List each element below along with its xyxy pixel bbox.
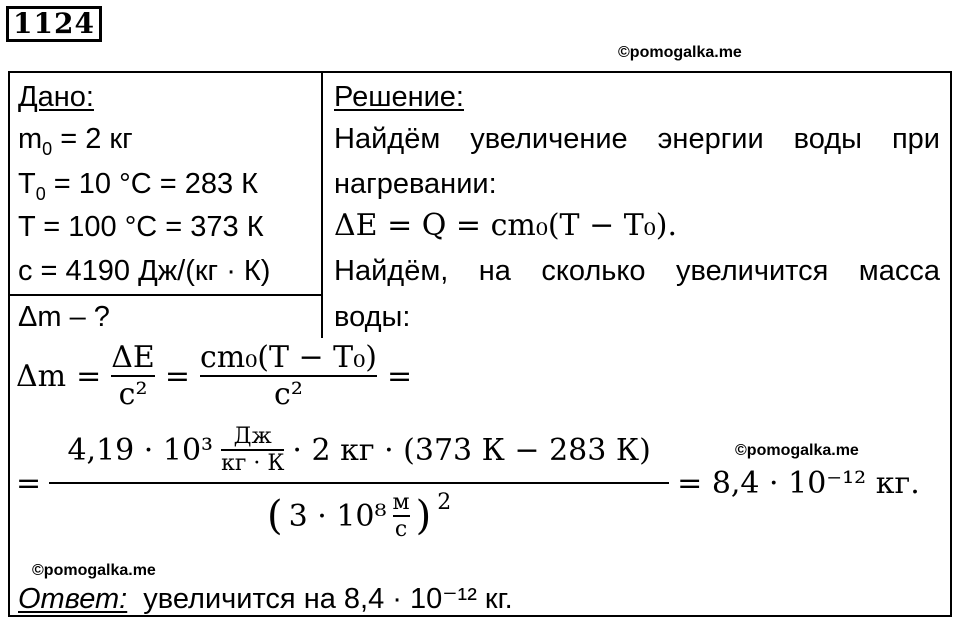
equation-energy: ΔE = Q = cm₀(T − T₀). <box>334 208 678 243</box>
delta-m-symbol: Δm <box>16 358 67 394</box>
solution-p1-line2: нагревании: <box>334 168 497 200</box>
solution-p2-line2: воды: <box>334 301 411 333</box>
solution-p1-line1: Найдём увеличение энергии воды при <box>334 123 940 155</box>
watermark-bottom: ©pomogalka.me <box>32 562 156 579</box>
result: = 8,4 · 10⁻¹² кг. <box>677 465 920 501</box>
find-line: Δm – ? <box>18 301 110 333</box>
watermark-middle: ©pomogalka.me <box>735 442 859 459</box>
answer-text: увеличится на 8,4 · 10⁻¹² кг. <box>143 583 513 615</box>
fraction-numeric <box>49 424 669 542</box>
formula-line-2: = 4,19 · 10³ $\frac{Дж}{кг \cdot К}$ · 2 кг · (373 К − 283 К) ( 3 · 10⁸ $\frac{м}{с}$ ) $^2$ = 8,4 · 10⁻¹² кг. <box>16 424 920 542</box>
unit-j-per-kgk: $\frac{Дж}{кг \cdot К}$ <box>221 424 285 476</box>
problem-number: 1124 <box>6 6 102 42</box>
answer-line <box>18 578 513 621</box>
given-line-t0: $T_0 = 10$ °C = 283 К <box>18 168 259 204</box>
answer-label: Ответ: <box>18 583 128 615</box>
given-line-m0: $m_0 = 2$ кг <box>18 123 133 159</box>
solution-p2-line1: Найдём, на сколько увеличится масса <box>334 255 940 287</box>
unit-m-per-s: $\frac{м}{с}$ <box>392 490 410 542</box>
column-divider <box>321 71 323 338</box>
formula-line-1: Δm = $\frac{\Delta E}{\text{c²}}$ = $\frac{\text{cm₀(T − T₀)}}{\text{c²}}$ = <box>16 340 413 412</box>
watermark-top: ©pomogalka.me <box>618 44 742 61</box>
numerator: 4,19 · 10³ $\frac{Дж}{кг \cdot К}$ · 2 кг · (373 К − 283 К) <box>67 424 651 476</box>
denominator: ( 3 · 10⁸ $\frac{м}{с}$ ) $^2$ <box>267 490 452 542</box>
fraction-cm0-c2: $\frac{\text{cm₀(T − T₀)}}{\text{c²}}$ <box>199 340 377 412</box>
solution-header: Решение: <box>334 81 464 113</box>
given-line-c: c = 4190 Дж/(кг · К) <box>18 255 271 287</box>
given-header: Дано: <box>18 81 94 113</box>
fraction-dE-c2: $\frac{\Delta E}{\text{c²}}$ <box>111 340 155 412</box>
given-line-t: T = 100 °C = 373 К <box>18 211 264 243</box>
